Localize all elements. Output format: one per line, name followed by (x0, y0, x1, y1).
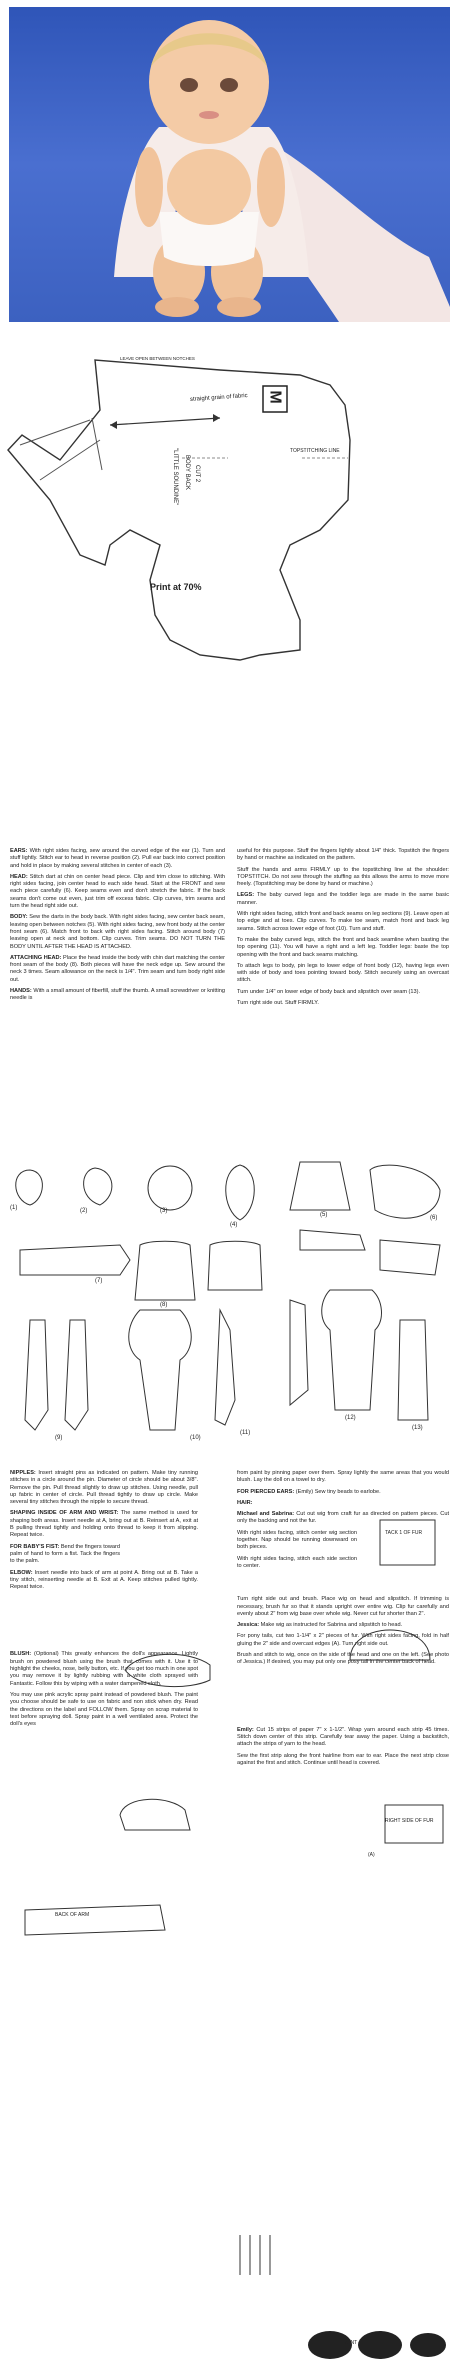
body-back-pattern (0, 330, 460, 670)
paragraph: Stuff the hands and arms FIRMLY up to the topstitching line at the shoulder: TOPSTITCH. Do not sew through the stuffing as this allows the arms to move more freely. (Topstitching may be done by hand or machine.) (237, 866, 449, 888)
paragraph: BLUSH: (Optional) This greatly enhances the doll's appearance. Lightly brush on powdered blush using the brush that comes with it. Use it to highlight the cheeks, nose, belly button, etc. If you get too much in one spot you may remove it by lightly rubbing with a white cloth sprayed with Fantastic. Follow this by wiping with a water dampened cloth. (10, 1651, 198, 1687)
paragraph: Jessica: Make wig as instructed for Sabrina and slipstitch to head. (237, 1622, 403, 1629)
instructions-col-2 (237, 848, 449, 1011)
paragraph: LEGS: The baby curved legs and the toddler legs are made in the same basic manner. (237, 892, 449, 906)
paragraph: To attach legs to body, pin legs to lower edge of front body (12), having legs even with side of body and toes pointing toward body. Stitch securely using an overcast stitch. (237, 962, 449, 984)
pattern-title-2: BODY BACK (184, 455, 190, 490)
diagram-label: (2) (80, 1208, 88, 1214)
paragraph: Michael and Sabrina: Cut out wig from craft fur as directed on pattern pieces. Cut only the backing and not the fur. (237, 1511, 450, 1525)
paragraph: For pony tails, cut two 1-1/4" x 2" pieces of fur. With right sides facing, fold in half gluing the 2" side and overcast edges (A). Turn right side out. (237, 1633, 449, 1647)
paragraph: SHAPING INSIDE OF ARM AND WRIST: The same method is used for shaping both areas. Insert needle at A, bring out at B. Reinsert at A, exit at B pulling thread tightly and holding onto thread to keep it from slipping. Repeat twice. (10, 1510, 198, 1539)
diagram-label: (7) (95, 1278, 103, 1284)
paragraph: FOR BABY'S FIST: Bend the fingers toward palm of hand to form a fist. Tack the fingers to the palm. (10, 1543, 120, 1565)
paragraph: ELBOW: Insert needle into back of arm at point A. Bring out at B. Take a tiny stitch, reinserting needle at B. Exit at A. Keep stitches pulled tightly. Repeat twice. (10, 1569, 198, 1591)
diagram-label: (6) (430, 1215, 438, 1221)
leave-open-label: LEAVE OPEN BETWEEN NOTCHES (120, 356, 195, 361)
paragraph: useful for this purpose. Stuff the fingers lightly about 1/4" thick. Topstitch the fingers by hand or machine as indicated on the pattern. (237, 848, 449, 862)
wig-center-diagram (375, 1515, 445, 1575)
diagram-label: (10) (190, 1435, 201, 1441)
paragraph: Sew the first strip along the front hairline from ear to ear. Place the next strip close against the first and stitch. Continue until head is covered. (237, 1752, 449, 1766)
yarn-strip-diagram (230, 2230, 290, 2280)
paragraph: With right sides facing, stitch center wig section together. Nap should be running downward on both pieces. (237, 1529, 357, 1551)
paragraph: ATTACHING HEAD: Place the head inside the body with chin dart matching the center front seam of the body (8). Both pieces will have the neck edge up. Sew around the neck 3 times. Seam allowance on the neck is 1/4". Trim seam and turn body right side out. (10, 954, 226, 983)
diagram-label: (9) (55, 1435, 63, 1441)
paragraph: To make the baby curved legs, stitch the front and back seamline when basting the top opening (11). You will have a right and a left leg. Toddler legs: baste the top opening with the front and back seams matching. (237, 936, 449, 958)
diagram-label: FRONT (340, 2340, 358, 2346)
doll-photo (9, 7, 450, 322)
paragraph: Emily: Cut 15 strips of paper 7" x 1-1/2". Wrap yarn around each strip 45 times. Stitch down center of this strip. Carefully tear away the paper. Using a backstitch, attach the strips of yarn to the head. (237, 1726, 449, 1748)
paragraph: Turn under 1/4" on lower edge of body back and slipstitch over seam (13). (237, 988, 421, 995)
instructions-col-1 (10, 848, 225, 1007)
diagram-label: RIGHT SIDE OF FUR (385, 1818, 434, 1824)
paragraph: Brush and stitch to wig, once on the side of the head and one on the left. (See photo of Jessica.) If desired, you may put only one posy tail in the center back of head. (237, 1652, 449, 1666)
grain-label: straight grain of fabric (189, 392, 248, 404)
diagram-label: TACK 1 OF FUR (385, 1530, 423, 1536)
paragraph: NIPPLES: Insert straight pins as indicated on pattern. Make tiny running stitches in a circle around the pin. Diameter of circle should be about 3/8". Remove the pin. Pull thread slightly to draw up stitches. Using needle, pull up fabric in center of circle. Pull thread tightly to draw up circle. Make several tiny stitches through the nipple to secure thread. (10, 1470, 198, 1506)
diagram-label: BACK OF ARM (55, 1912, 90, 1918)
diagram-label: (11) (240, 1430, 251, 1436)
paragraph: from paint by pinning paper over them. Spray lightly the same areas that you would blush. Lay the doll on a towel to dry. (237, 1470, 449, 1484)
paragraph: EARS: With right sides facing, sew around the curved edge of the ear (1). Turn and stuff lightly. Stitch ear to head in reverse position (2). Pull ear back into correct position and hold in place by making several stitches in center of each (3). (10, 848, 225, 869)
paragraph: You may use pink acrylic spray paint instead of powdered blush. The paint you choose should be safe to use on fabric and non stick when dry. Read the directions on the label and FOLLOW them. Spray on scrap material to test before spraying doll. Spray paint in a well ventilated area. Protect the doll's eyes (10, 1691, 198, 1728)
diagram-label: (3) (160, 1208, 168, 1214)
wig-head-diagram (340, 1615, 440, 1670)
diagram-label: (12) (345, 1415, 356, 1421)
paragraph: HAIR: (237, 1499, 253, 1506)
paragraph: BODY: Sew the darts in the body back. With right sides facing, sew center back seam, leaving open between notches (5). With right sides facing, sew front body at the center front seam (6). Match front to back with right sides facing. Stitch around body (7) leaving open at neck and bottom. Clip curves. Trim seams. DO NOT TURN THE BODY UNTIL AFTER THE HEAD IS ATTACHED. (10, 914, 225, 950)
pony-tail-diagram (380, 1800, 450, 1850)
paragraph: With right sides facing, stitch each side section to center. (237, 1555, 357, 1569)
fist-diagram (110, 1790, 200, 1840)
pattern-logo: M (266, 390, 284, 404)
assembly-diagrams (0, 1150, 460, 1460)
diagram-label: (1) (10, 1205, 18, 1211)
paragraph: HANDS: With a small amount of fiberfill, stuff the thumb. A small screwdriver or knitting needle is (10, 988, 225, 1002)
print-note: Print at 70% (150, 582, 202, 592)
diagram-label: (8) (160, 1302, 168, 1308)
topstitch-label: TOPSTITCHING LINE (290, 448, 340, 454)
paragraph: Turn right side out and brush. Place wig on head and slipstitch. If trimming is necessary, brush fur so that it stands upright over entire wig. Clip fur carefully and evenly about 2" from wig base over whole wig. Never cut fur shorter than 2". (237, 1596, 449, 1617)
arm-shaping-diagram (120, 1640, 220, 1700)
diagram-label: (5) (320, 1212, 328, 1218)
elbow-diagram (20, 1890, 170, 1950)
paragraph: FOR PIERCED EARS: (Emily) Sew tiny beads to earlobe. (237, 1488, 381, 1495)
paragraph: With right sides facing, stitch front and back seams on leg sections (9). Leave open at top edge and at toes. Clip curves. To make toe seam, match front and back leg seams. Stitch across lower edge of foot (10). Turn and stuff. (237, 911, 449, 932)
head-hair-diagram (300, 2320, 450, 2360)
diagram-label: (A) (368, 1852, 375, 1858)
paragraph: HEAD: Stitch dart at chin on center head piece. Clip and trim close to stitching. With right sides facing, join center head to each side head. Start at the FRONT and sew each piece carefully (6). Keep seams even and don't stretch the fabric. If the back seams don't come out even, just trim off excess fabric. Clip curves, trim seams and turn the head right side out. (10, 873, 225, 910)
paragraph: Turn right side out. Stuff FIRMLY. (237, 1000, 319, 1007)
diagram-label: (13) (412, 1425, 423, 1431)
pattern-title-1: "LITTLE SOUNDINE" (172, 448, 178, 506)
diagram-label: (4) (230, 1222, 238, 1228)
pattern-cut: CUT 2 (194, 465, 200, 483)
